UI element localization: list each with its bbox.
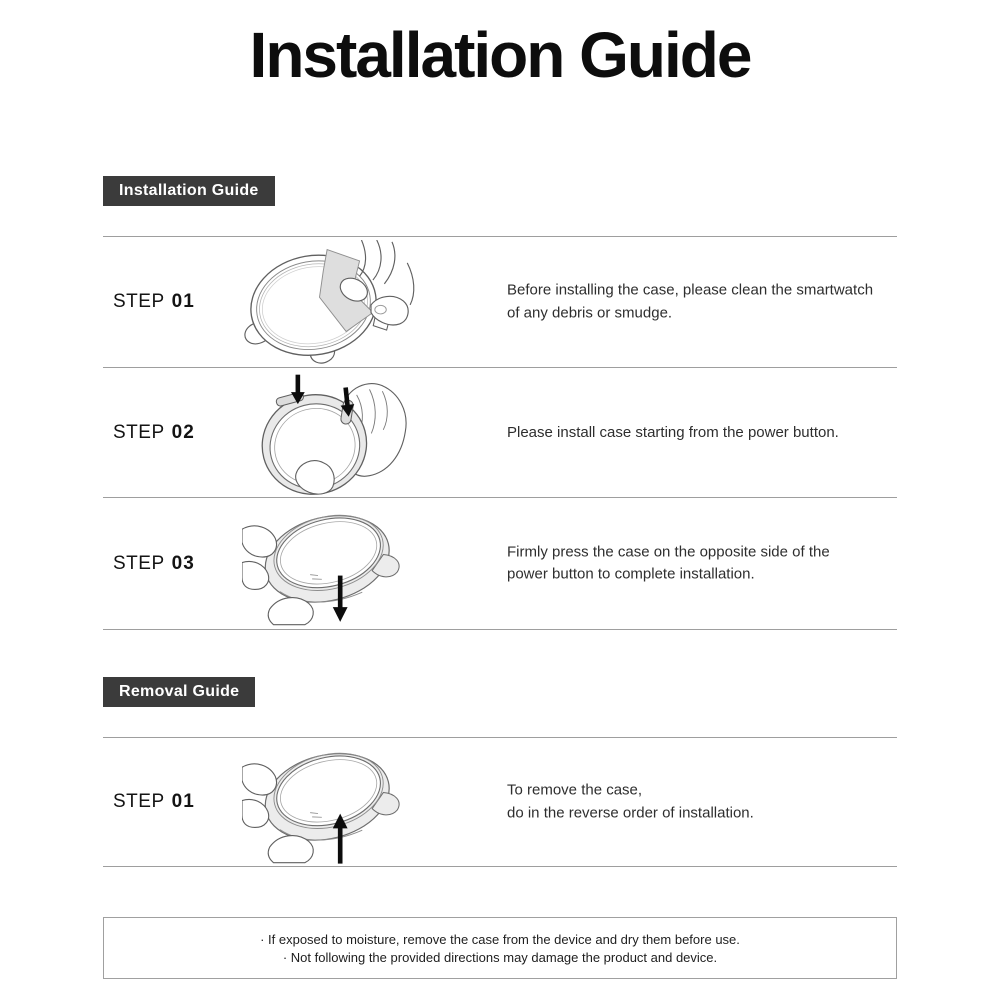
description-line: of any debris or smudge. bbox=[507, 304, 673, 321]
case-press-down-illustration bbox=[237, 501, 423, 627]
description-line: power button to complete installation. bbox=[507, 565, 755, 583]
install-step-2-description bbox=[507, 421, 839, 444]
step-word: STEP bbox=[113, 421, 165, 443]
install-step-2-label bbox=[113, 422, 195, 444]
step-number: 01 bbox=[171, 291, 195, 312]
description-line: Before installing the case, please clean the smartwatch bbox=[507, 281, 874, 299]
description-line: To remove the case, bbox=[507, 781, 643, 799]
step-number: 02 bbox=[171, 421, 195, 443]
install-step-1-description bbox=[507, 280, 873, 325]
caution-note-line: · Not following the provided directions may damage the product and device. bbox=[282, 949, 718, 965]
watch-cleaning-illustration bbox=[237, 240, 423, 364]
description-line: Please install case starting from the power button. bbox=[507, 423, 839, 441]
removal-section-badge: Removal Guide bbox=[103, 677, 255, 707]
step-number: 03 bbox=[171, 552, 195, 574]
install-step-1-label bbox=[113, 291, 195, 313]
caution-note-box bbox=[103, 917, 897, 979]
removal-step-1-description bbox=[507, 780, 754, 825]
case-press-icon bbox=[242, 501, 418, 627]
caution-note-line: · If exposed to moisture, remove the case from the device and dry them before use. bbox=[260, 931, 740, 947]
removal-step-1-row bbox=[103, 737, 897, 867]
description-line: Firmly press the case on the opposite side of the bbox=[507, 543, 830, 560]
install-step-3-row bbox=[103, 497, 897, 630]
page-title: Installation Guide bbox=[249, 19, 751, 91]
install-step-3-description bbox=[507, 541, 830, 586]
installation-steps-list bbox=[103, 236, 897, 630]
removal-steps-list bbox=[103, 737, 897, 867]
step-word: STEP bbox=[113, 291, 165, 312]
step-word: STEP bbox=[113, 552, 165, 574]
case-install-icon bbox=[242, 371, 418, 495]
case-install-power-button-illustration bbox=[237, 371, 423, 495]
case-remove-up-illustration bbox=[237, 739, 423, 865]
step-word: STEP bbox=[113, 791, 165, 812]
install-step-3-label bbox=[113, 553, 195, 575]
install-step-1-row bbox=[103, 236, 897, 367]
removal-step-1-label bbox=[113, 791, 195, 813]
installation-section-badge: Installation Guide bbox=[103, 176, 275, 206]
watch-cleaning-icon bbox=[239, 240, 421, 364]
step-number: 01 bbox=[171, 791, 195, 812]
install-step-2-row bbox=[103, 367, 897, 497]
description-line: do in the reverse order of installation. bbox=[507, 804, 754, 821]
case-remove-icon bbox=[242, 739, 418, 865]
